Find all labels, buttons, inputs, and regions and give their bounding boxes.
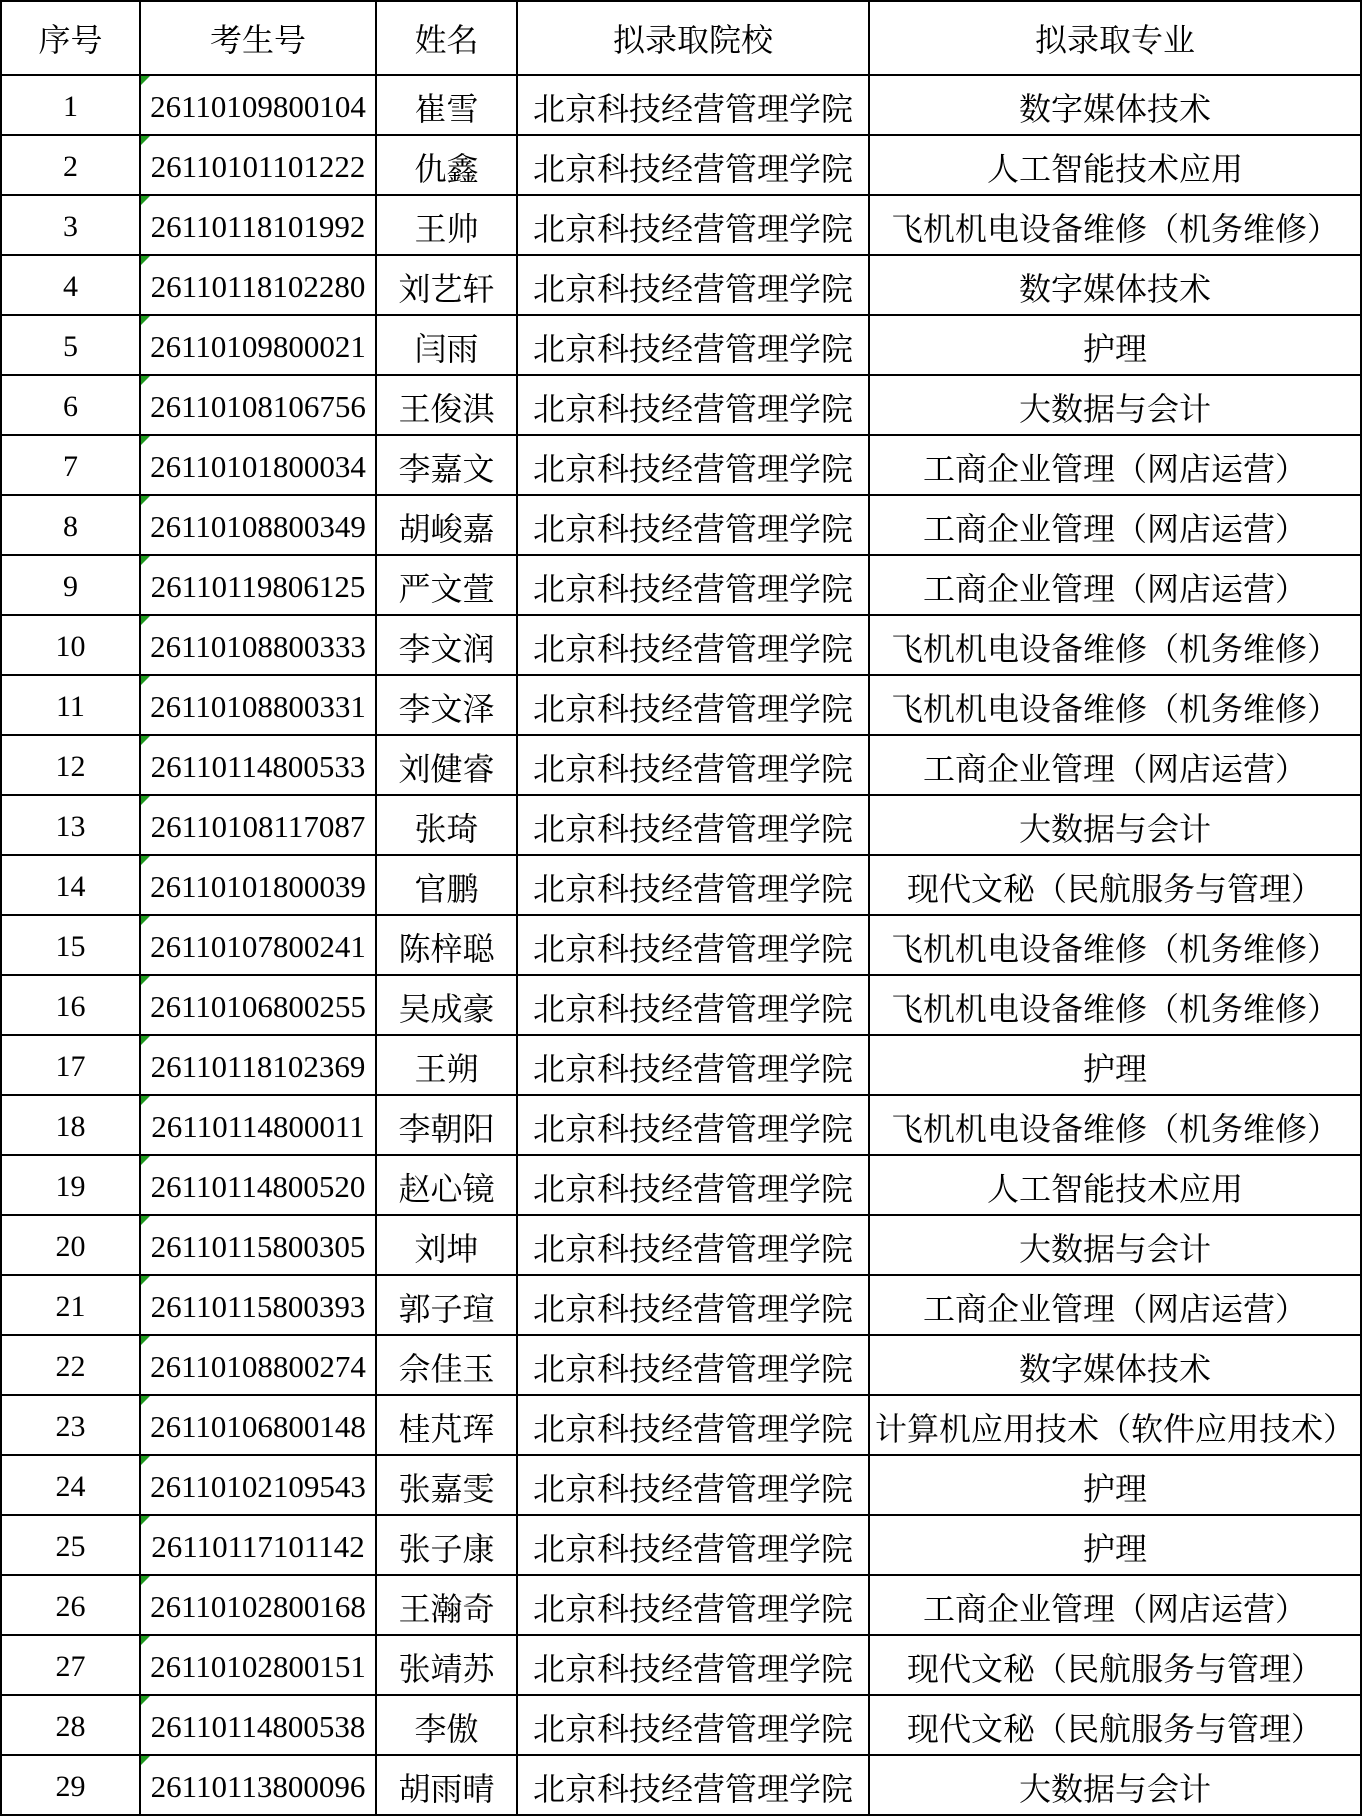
cell-major[interactable]: 人工智能技术应用 xyxy=(870,1156,1362,1216)
cell-name[interactable]: 桂芃珲 xyxy=(377,1396,518,1456)
cell-school[interactable]: 北京科技经营管理学院 xyxy=(518,496,870,556)
cell-name[interactable]: 王瀚奇 xyxy=(377,1576,518,1636)
cell-seq[interactable]: 17 xyxy=(2,1036,141,1096)
cell-major[interactable]: 计算机应用技术（软件应用技术） xyxy=(870,1396,1362,1456)
header-seq[interactable]: 序号 xyxy=(2,2,141,76)
cell-candidate-id[interactable]: 26110109800104 xyxy=(141,76,377,136)
cell-seq[interactable]: 5 xyxy=(2,316,141,376)
cell-seq[interactable]: 19 xyxy=(2,1156,141,1216)
cell-candidate-id[interactable]: 26110108800349 xyxy=(141,496,377,556)
cell-name[interactable]: 李文润 xyxy=(377,616,518,676)
cell-seq[interactable]: 16 xyxy=(2,976,141,1036)
cell-school[interactable]: 北京科技经营管理学院 xyxy=(518,976,870,1036)
cell-name[interactable]: 刘健睿 xyxy=(377,736,518,796)
cell-major[interactable]: 护理 xyxy=(870,1036,1362,1096)
cell-major[interactable]: 工商企业管理（网店运营） xyxy=(870,496,1362,556)
cell-seq[interactable]: 29 xyxy=(2,1756,141,1816)
cell-school[interactable]: 北京科技经营管理学院 xyxy=(518,616,870,676)
cell-candidate-id[interactable]: 26110108800331 xyxy=(141,676,377,736)
cell-school[interactable]: 北京科技经营管理学院 xyxy=(518,1756,870,1816)
cell-seq[interactable]: 8 xyxy=(2,496,141,556)
cell-seq[interactable]: 22 xyxy=(2,1336,141,1396)
cell-name[interactable]: 仇鑫 xyxy=(377,136,518,196)
cell-candidate-id[interactable]: 26110108106756 xyxy=(141,376,377,436)
cell-candidate-id[interactable]: 26110114800011 xyxy=(141,1096,377,1156)
cell-school[interactable]: 北京科技经营管理学院 xyxy=(518,1696,870,1756)
cell-name[interactable]: 官鹏 xyxy=(377,856,518,916)
cell-seq[interactable]: 13 xyxy=(2,796,141,856)
cell-name[interactable]: 张子康 xyxy=(377,1516,518,1576)
cell-seq[interactable]: 27 xyxy=(2,1636,141,1696)
cell-major[interactable]: 飞机机电设备维修（机务维修） xyxy=(870,976,1362,1036)
cell-name[interactable]: 闫雨 xyxy=(377,316,518,376)
cell-major[interactable]: 工商企业管理（网店运营） xyxy=(870,736,1362,796)
cell-school[interactable]: 北京科技经营管理学院 xyxy=(518,796,870,856)
cell-name[interactable]: 吴成豪 xyxy=(377,976,518,1036)
cell-candidate-id[interactable]: 26110118101992 xyxy=(141,196,377,256)
cell-seq[interactable]: 7 xyxy=(2,436,141,496)
cell-school[interactable]: 北京科技经营管理学院 xyxy=(518,1516,870,1576)
cell-school[interactable]: 北京科技经营管理学院 xyxy=(518,856,870,916)
cell-major[interactable]: 工商企业管理（网店运营） xyxy=(870,436,1362,496)
cell-name[interactable]: 李文泽 xyxy=(377,676,518,736)
cell-major[interactable]: 数字媒体技术 xyxy=(870,76,1362,136)
cell-seq[interactable]: 11 xyxy=(2,676,141,736)
cell-seq[interactable]: 2 xyxy=(2,136,141,196)
cell-candidate-id[interactable]: 26110107800241 xyxy=(141,916,377,976)
cell-name[interactable]: 张嘉雯 xyxy=(377,1456,518,1516)
cell-name[interactable]: 严文萱 xyxy=(377,556,518,616)
cell-school[interactable]: 北京科技经营管理学院 xyxy=(518,556,870,616)
cell-school[interactable]: 北京科技经营管理学院 xyxy=(518,376,870,436)
cell-name[interactable]: 张琦 xyxy=(377,796,518,856)
cell-major[interactable]: 飞机机电设备维修（机务维修） xyxy=(870,196,1362,256)
cell-school[interactable]: 北京科技经营管理学院 xyxy=(518,1396,870,1456)
cell-major[interactable]: 工商企业管理（网店运营） xyxy=(870,556,1362,616)
cell-seq[interactable]: 23 xyxy=(2,1396,141,1456)
cell-major[interactable]: 现代文秘（民航服务与管理） xyxy=(870,1696,1362,1756)
cell-major[interactable]: 飞机机电设备维修（机务维修） xyxy=(870,1096,1362,1156)
cell-candidate-id[interactable]: 26110102800168 xyxy=(141,1576,377,1636)
cell-candidate-id[interactable]: 26110115800393 xyxy=(141,1276,377,1336)
cell-seq[interactable]: 28 xyxy=(2,1696,141,1756)
cell-school[interactable]: 北京科技经营管理学院 xyxy=(518,1276,870,1336)
cell-major[interactable]: 护理 xyxy=(870,1516,1362,1576)
cell-major[interactable]: 数字媒体技术 xyxy=(870,256,1362,316)
cell-school[interactable]: 北京科技经营管理学院 xyxy=(518,1216,870,1276)
cell-seq[interactable]: 24 xyxy=(2,1456,141,1516)
cell-candidate-id[interactable]: 26110114800533 xyxy=(141,736,377,796)
cell-name[interactable]: 郭子瑄 xyxy=(377,1276,518,1336)
header-candidate-id[interactable]: 考生号 xyxy=(141,2,377,76)
cell-seq[interactable]: 14 xyxy=(2,856,141,916)
cell-major[interactable]: 大数据与会计 xyxy=(870,1216,1362,1276)
cell-candidate-id[interactable]: 26110118102280 xyxy=(141,256,377,316)
cell-major[interactable]: 工商企业管理（网店运营） xyxy=(870,1576,1362,1636)
cell-seq[interactable]: 6 xyxy=(2,376,141,436)
cell-name[interactable]: 李嘉文 xyxy=(377,436,518,496)
cell-candidate-id[interactable]: 26110101101222 xyxy=(141,136,377,196)
cell-seq[interactable]: 12 xyxy=(2,736,141,796)
cell-major[interactable]: 大数据与会计 xyxy=(870,1756,1362,1816)
cell-school[interactable]: 北京科技经营管理学院 xyxy=(518,1576,870,1636)
cell-name[interactable]: 佘佳玉 xyxy=(377,1336,518,1396)
cell-school[interactable]: 北京科技经营管理学院 xyxy=(518,316,870,376)
cell-seq[interactable]: 9 xyxy=(2,556,141,616)
cell-school[interactable]: 北京科技经营管理学院 xyxy=(518,1456,870,1516)
cell-candidate-id[interactable]: 26110117101142 xyxy=(141,1516,377,1576)
cell-school[interactable]: 北京科技经营管理学院 xyxy=(518,1036,870,1096)
cell-major[interactable]: 飞机机电设备维修（机务维修） xyxy=(870,916,1362,976)
cell-candidate-id[interactable]: 26110108800333 xyxy=(141,616,377,676)
cell-school[interactable]: 北京科技经营管理学院 xyxy=(518,1636,870,1696)
cell-school[interactable]: 北京科技经营管理学院 xyxy=(518,736,870,796)
cell-name[interactable]: 刘艺轩 xyxy=(377,256,518,316)
cell-candidate-id[interactable]: 26110113800096 xyxy=(141,1756,377,1816)
cell-school[interactable]: 北京科技经营管理学院 xyxy=(518,676,870,736)
cell-major[interactable]: 护理 xyxy=(870,316,1362,376)
cell-name[interactable]: 李朝阳 xyxy=(377,1096,518,1156)
cell-name[interactable]: 李傲 xyxy=(377,1696,518,1756)
cell-candidate-id[interactable]: 26110108117087 xyxy=(141,796,377,856)
cell-candidate-id[interactable]: 26110114800538 xyxy=(141,1696,377,1756)
cell-seq[interactable]: 1 xyxy=(2,76,141,136)
cell-candidate-id[interactable]: 26110114800520 xyxy=(141,1156,377,1216)
cell-name[interactable]: 崔雪 xyxy=(377,76,518,136)
cell-school[interactable]: 北京科技经营管理学院 xyxy=(518,1336,870,1396)
cell-school[interactable]: 北京科技经营管理学院 xyxy=(518,436,870,496)
cell-seq[interactable]: 4 xyxy=(2,256,141,316)
cell-name[interactable]: 王俊淇 xyxy=(377,376,518,436)
cell-major[interactable]: 现代文秘（民航服务与管理） xyxy=(870,856,1362,916)
cell-candidate-id[interactable]: 26110115800305 xyxy=(141,1216,377,1276)
cell-candidate-id[interactable]: 26110101800034 xyxy=(141,436,377,496)
cell-seq[interactable]: 10 xyxy=(2,616,141,676)
cell-candidate-id[interactable]: 26110102800151 xyxy=(141,1636,377,1696)
cell-seq[interactable]: 3 xyxy=(2,196,141,256)
cell-candidate-id[interactable]: 26110119806125 xyxy=(141,556,377,616)
cell-name[interactable]: 陈梓聪 xyxy=(377,916,518,976)
cell-name[interactable]: 赵心镜 xyxy=(377,1156,518,1216)
cell-seq[interactable]: 20 xyxy=(2,1216,141,1276)
cell-seq[interactable]: 21 xyxy=(2,1276,141,1336)
cell-name[interactable]: 刘坤 xyxy=(377,1216,518,1276)
cell-major[interactable]: 工商企业管理（网店运营） xyxy=(870,1276,1362,1336)
cell-major[interactable]: 数字媒体技术 xyxy=(870,1336,1362,1396)
cell-school[interactable]: 北京科技经营管理学院 xyxy=(518,136,870,196)
cell-name[interactable]: 王朔 xyxy=(377,1036,518,1096)
cell-candidate-id[interactable]: 26110118102369 xyxy=(141,1036,377,1096)
cell-candidate-id[interactable]: 26110106800148 xyxy=(141,1396,377,1456)
cell-major[interactable]: 护理 xyxy=(870,1456,1362,1516)
cell-major[interactable]: 大数据与会计 xyxy=(870,376,1362,436)
cell-candidate-id[interactable]: 26110109800021 xyxy=(141,316,377,376)
cell-candidate-id[interactable]: 26110102109543 xyxy=(141,1456,377,1516)
cell-major[interactable]: 飞机机电设备维修（机务维修） xyxy=(870,676,1362,736)
cell-school[interactable]: 北京科技经营管理学院 xyxy=(518,1096,870,1156)
header-name[interactable]: 姓名 xyxy=(377,2,518,76)
cell-seq[interactable]: 25 xyxy=(2,1516,141,1576)
cell-major[interactable]: 大数据与会计 xyxy=(870,796,1362,856)
cell-candidate-id[interactable]: 26110108800274 xyxy=(141,1336,377,1396)
cell-seq[interactable]: 15 xyxy=(2,916,141,976)
cell-school[interactable]: 北京科技经营管理学院 xyxy=(518,196,870,256)
cell-school[interactable]: 北京科技经营管理学院 xyxy=(518,256,870,316)
cell-name[interactable]: 王帅 xyxy=(377,196,518,256)
cell-candidate-id[interactable]: 26110101800039 xyxy=(141,856,377,916)
cell-school[interactable]: 北京科技经营管理学院 xyxy=(518,1156,870,1216)
cell-major[interactable]: 飞机机电设备维修（机务维修） xyxy=(870,616,1362,676)
cell-school[interactable]: 北京科技经营管理学院 xyxy=(518,916,870,976)
cell-school[interactable]: 北京科技经营管理学院 xyxy=(518,76,870,136)
cell-major[interactable]: 现代文秘（民航服务与管理） xyxy=(870,1636,1362,1696)
cell-name[interactable]: 胡雨晴 xyxy=(377,1756,518,1816)
header-major[interactable]: 拟录取专业 xyxy=(870,2,1362,76)
cell-seq[interactable]: 26 xyxy=(2,1576,141,1636)
cell-name[interactable]: 张靖苏 xyxy=(377,1636,518,1696)
header-school[interactable]: 拟录取院校 xyxy=(518,2,870,76)
cell-seq[interactable]: 18 xyxy=(2,1096,141,1156)
cell-name[interactable]: 胡峻嘉 xyxy=(377,496,518,556)
cell-major[interactable]: 人工智能技术应用 xyxy=(870,136,1362,196)
cell-candidate-id[interactable]: 26110106800255 xyxy=(141,976,377,1036)
